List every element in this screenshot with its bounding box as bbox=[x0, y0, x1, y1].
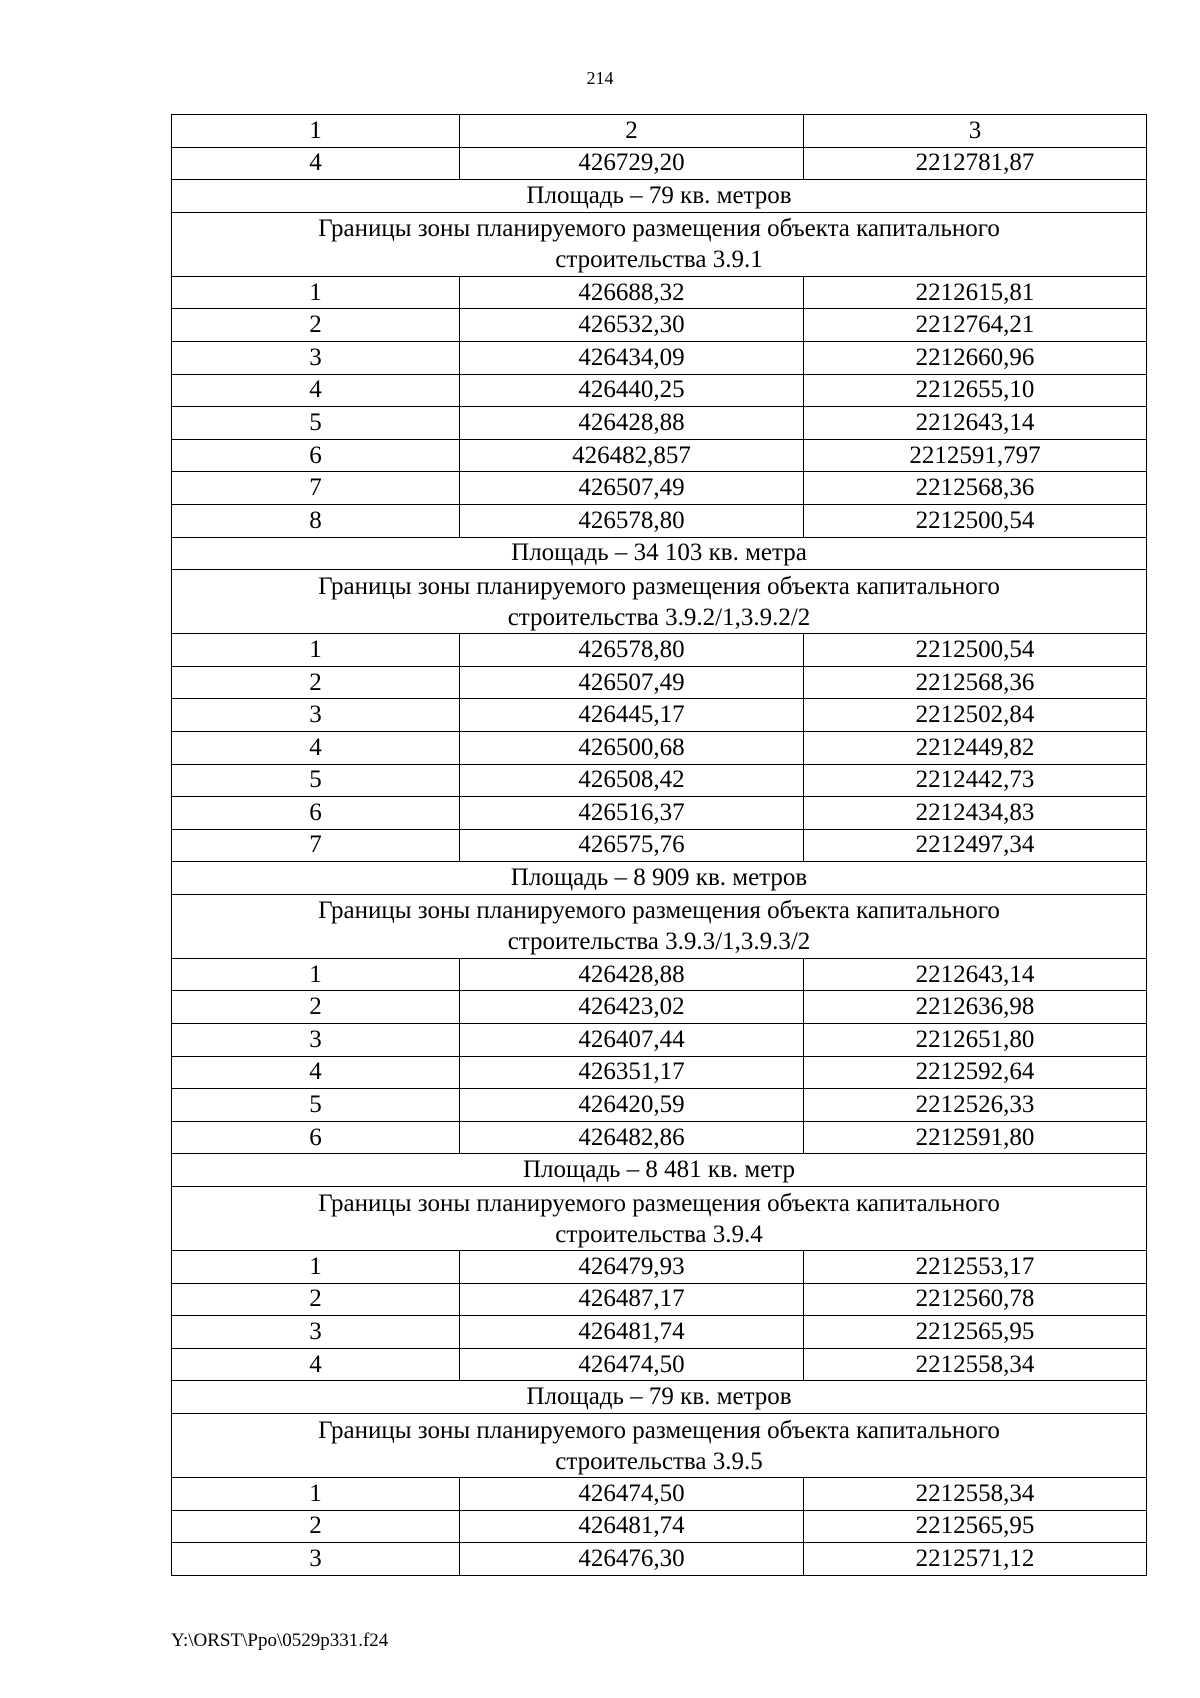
point-number-cell: 3 bbox=[172, 341, 460, 374]
table-row bbox=[172, 374, 1147, 407]
table-row bbox=[172, 829, 1147, 862]
table-row bbox=[172, 1316, 1147, 1349]
zone-title-cell: Границы зоны планируемого размещения объекта капитального строительства 3.9.4 bbox=[172, 1187, 1147, 1251]
coordinates-table bbox=[171, 114, 1147, 1576]
point-number-cell: 5 bbox=[172, 764, 460, 797]
point-number-cell: 3 bbox=[172, 1316, 460, 1349]
zone-title-row bbox=[172, 894, 1147, 958]
point-number-cell: 4 bbox=[172, 1056, 460, 1089]
point-number-cell: 4 bbox=[172, 147, 460, 180]
point-number-cell: 1 bbox=[172, 1478, 460, 1511]
table-row bbox=[172, 699, 1147, 732]
header-cell-3: 3 bbox=[804, 115, 1147, 148]
table-row bbox=[172, 1121, 1147, 1154]
y-coordinate-cell: 2212497,34 bbox=[804, 829, 1147, 862]
x-coordinate-cell: 426507,49 bbox=[460, 472, 804, 505]
x-coordinate-cell: 426428,88 bbox=[460, 958, 804, 991]
y-coordinate-cell: 2212568,36 bbox=[804, 472, 1147, 505]
x-coordinate-cell: 426516,37 bbox=[460, 797, 804, 830]
point-number-cell: 2 bbox=[172, 309, 460, 342]
y-coordinate-cell: 2212591,80 bbox=[804, 1121, 1147, 1154]
x-coordinate-cell: 426578,80 bbox=[460, 504, 804, 537]
y-coordinate-cell: 2212571,12 bbox=[804, 1543, 1147, 1576]
point-number-cell: 1 bbox=[172, 634, 460, 667]
y-coordinate-cell: 2212781,87 bbox=[804, 147, 1147, 180]
point-number-cell: 1 bbox=[172, 958, 460, 991]
point-number-cell: 3 bbox=[172, 699, 460, 732]
y-coordinate-cell: 2212502,84 bbox=[804, 699, 1147, 732]
table-row bbox=[172, 1056, 1147, 1089]
x-coordinate-cell: 426423,02 bbox=[460, 991, 804, 1024]
header-cell-2: 2 bbox=[460, 115, 804, 148]
point-number-cell: 5 bbox=[172, 1089, 460, 1122]
area-cell: Площадь – 8 481 кв. метр bbox=[172, 1154, 1147, 1187]
x-coordinate-cell: 426351,17 bbox=[460, 1056, 804, 1089]
table-row bbox=[172, 341, 1147, 374]
point-number-cell: 3 bbox=[172, 1024, 460, 1057]
point-number-cell: 6 bbox=[172, 1121, 460, 1154]
point-number-cell: 4 bbox=[172, 1348, 460, 1381]
y-coordinate-cell: 2212568,36 bbox=[804, 666, 1147, 699]
x-coordinate-cell: 426428,88 bbox=[460, 407, 804, 440]
point-number-cell: 2 bbox=[172, 991, 460, 1024]
point-number-cell: 2 bbox=[172, 1510, 460, 1543]
x-coordinate-cell: 426508,42 bbox=[460, 764, 804, 797]
x-coordinate-cell: 426434,09 bbox=[460, 341, 804, 374]
table-header-row bbox=[172, 115, 1147, 148]
x-coordinate-cell: 426420,59 bbox=[460, 1089, 804, 1122]
x-coordinate-cell: 426481,74 bbox=[460, 1510, 804, 1543]
x-coordinate-cell: 426440,25 bbox=[460, 374, 804, 407]
zone-title-cell: Границы зоны планируемого размещения объекта капитального строительства 3.9.5 bbox=[172, 1414, 1147, 1478]
area-cell: Площадь – 34 103 кв. метра bbox=[172, 537, 1147, 570]
zone-title-row bbox=[172, 570, 1147, 634]
y-coordinate-cell: 2212553,17 bbox=[804, 1251, 1147, 1284]
y-coordinate-cell: 2212591,797 bbox=[804, 439, 1147, 472]
area-cell: Площадь – 79 кв. метров bbox=[172, 1381, 1147, 1414]
x-coordinate-cell: 426476,30 bbox=[460, 1543, 804, 1576]
point-number-cell: 2 bbox=[172, 1283, 460, 1316]
x-coordinate-cell: 426729,20 bbox=[460, 147, 804, 180]
point-number-cell: 6 bbox=[172, 797, 460, 830]
y-coordinate-cell: 2212500,54 bbox=[804, 504, 1147, 537]
x-coordinate-cell: 426575,76 bbox=[460, 829, 804, 862]
table-row bbox=[172, 1478, 1147, 1511]
y-coordinate-cell: 2212643,14 bbox=[804, 958, 1147, 991]
x-coordinate-cell: 426407,44 bbox=[460, 1024, 804, 1057]
table-row bbox=[172, 472, 1147, 505]
y-coordinate-cell: 2212636,98 bbox=[804, 991, 1147, 1024]
x-coordinate-cell: 426482,86 bbox=[460, 1121, 804, 1154]
y-coordinate-cell: 2212565,95 bbox=[804, 1510, 1147, 1543]
zone-title-cell: Границы зоны планируемого размещения объекта капитального строительства 3.9.2/1,3.9.2/2 bbox=[172, 570, 1147, 634]
point-number-cell: 7 bbox=[172, 472, 460, 505]
file-path-footer: Y:\ORST\Ppo\0529p331.f24 bbox=[171, 1630, 389, 1651]
x-coordinate-cell: 426474,50 bbox=[460, 1348, 804, 1381]
coordinates-table-body bbox=[172, 115, 1147, 1576]
y-coordinate-cell: 2212526,33 bbox=[804, 1089, 1147, 1122]
x-coordinate-cell: 426474,50 bbox=[460, 1478, 804, 1511]
x-coordinate-cell: 426688,32 bbox=[460, 276, 804, 309]
point-number-cell: 3 bbox=[172, 1543, 460, 1576]
table-row bbox=[172, 1251, 1147, 1284]
table-row bbox=[172, 147, 1147, 180]
y-coordinate-cell: 2212565,95 bbox=[804, 1316, 1147, 1349]
point-number-cell: 1 bbox=[172, 276, 460, 309]
page-number: 214 bbox=[586, 68, 614, 88]
table-row bbox=[172, 666, 1147, 699]
table-row bbox=[172, 764, 1147, 797]
table-row bbox=[172, 439, 1147, 472]
y-coordinate-cell: 2212442,73 bbox=[804, 764, 1147, 797]
area-row bbox=[172, 1381, 1147, 1414]
point-number-cell: 8 bbox=[172, 504, 460, 537]
x-coordinate-cell: 426507,49 bbox=[460, 666, 804, 699]
table-row bbox=[172, 1283, 1147, 1316]
table-row bbox=[172, 1089, 1147, 1122]
x-coordinate-cell: 426578,80 bbox=[460, 634, 804, 667]
area-row bbox=[172, 1154, 1147, 1187]
y-coordinate-cell: 2212643,14 bbox=[804, 407, 1147, 440]
zone-title-row bbox=[172, 212, 1147, 276]
table-row bbox=[172, 1348, 1147, 1381]
zone-title-row bbox=[172, 1414, 1147, 1478]
table-row bbox=[172, 1543, 1147, 1576]
table-row bbox=[172, 1510, 1147, 1543]
x-coordinate-cell: 426487,17 bbox=[460, 1283, 804, 1316]
y-coordinate-cell: 2212558,34 bbox=[804, 1478, 1147, 1511]
y-coordinate-cell: 2212434,83 bbox=[804, 797, 1147, 830]
x-coordinate-cell: 426445,17 bbox=[460, 699, 804, 732]
table-row bbox=[172, 309, 1147, 342]
y-coordinate-cell: 2212615,81 bbox=[804, 276, 1147, 309]
point-number-cell: 2 bbox=[172, 666, 460, 699]
area-cell: Площадь – 8 909 кв. метров bbox=[172, 862, 1147, 895]
y-coordinate-cell: 2212655,10 bbox=[804, 374, 1147, 407]
point-number-cell: 5 bbox=[172, 407, 460, 440]
point-number-cell: 7 bbox=[172, 829, 460, 862]
table-row bbox=[172, 1024, 1147, 1057]
point-number-cell: 1 bbox=[172, 1251, 460, 1284]
y-coordinate-cell: 2212558,34 bbox=[804, 1348, 1147, 1381]
table-row bbox=[172, 958, 1147, 991]
x-coordinate-cell: 426500,68 bbox=[460, 731, 804, 764]
x-coordinate-cell: 426479,93 bbox=[460, 1251, 804, 1284]
y-coordinate-cell: 2212560,78 bbox=[804, 1283, 1147, 1316]
point-number-cell: 4 bbox=[172, 731, 460, 764]
y-coordinate-cell: 2212764,21 bbox=[804, 309, 1147, 342]
point-number-cell: 6 bbox=[172, 439, 460, 472]
x-coordinate-cell: 426532,30 bbox=[460, 309, 804, 342]
table-row bbox=[172, 407, 1147, 440]
y-coordinate-cell: 2212500,54 bbox=[804, 634, 1147, 667]
zone-title-row bbox=[172, 1187, 1147, 1251]
table-row bbox=[172, 731, 1147, 764]
area-row bbox=[172, 537, 1147, 570]
y-coordinate-cell: 2212592,64 bbox=[804, 1056, 1147, 1089]
area-row bbox=[172, 180, 1147, 213]
y-coordinate-cell: 2212449,82 bbox=[804, 731, 1147, 764]
area-row bbox=[172, 862, 1147, 895]
area-cell: Площадь – 79 кв. метров bbox=[172, 180, 1147, 213]
table-row bbox=[172, 276, 1147, 309]
zone-title-cell: Границы зоны планируемого размещения объекта капитального строительства 3.9.3/1,3.9.3/2 bbox=[172, 894, 1147, 958]
table-row bbox=[172, 797, 1147, 830]
x-coordinate-cell: 426481,74 bbox=[460, 1316, 804, 1349]
x-coordinate-cell: 426482,857 bbox=[460, 439, 804, 472]
point-number-cell: 4 bbox=[172, 374, 460, 407]
zone-title-cell: Границы зоны планируемого размещения объекта капитального строительства 3.9.1 bbox=[172, 212, 1147, 276]
table-row bbox=[172, 504, 1147, 537]
header-cell-1: 1 bbox=[172, 115, 460, 148]
y-coordinate-cell: 2212660,96 bbox=[804, 341, 1147, 374]
y-coordinate-cell: 2212651,80 bbox=[804, 1024, 1147, 1057]
table-row bbox=[172, 991, 1147, 1024]
table-row bbox=[172, 634, 1147, 667]
